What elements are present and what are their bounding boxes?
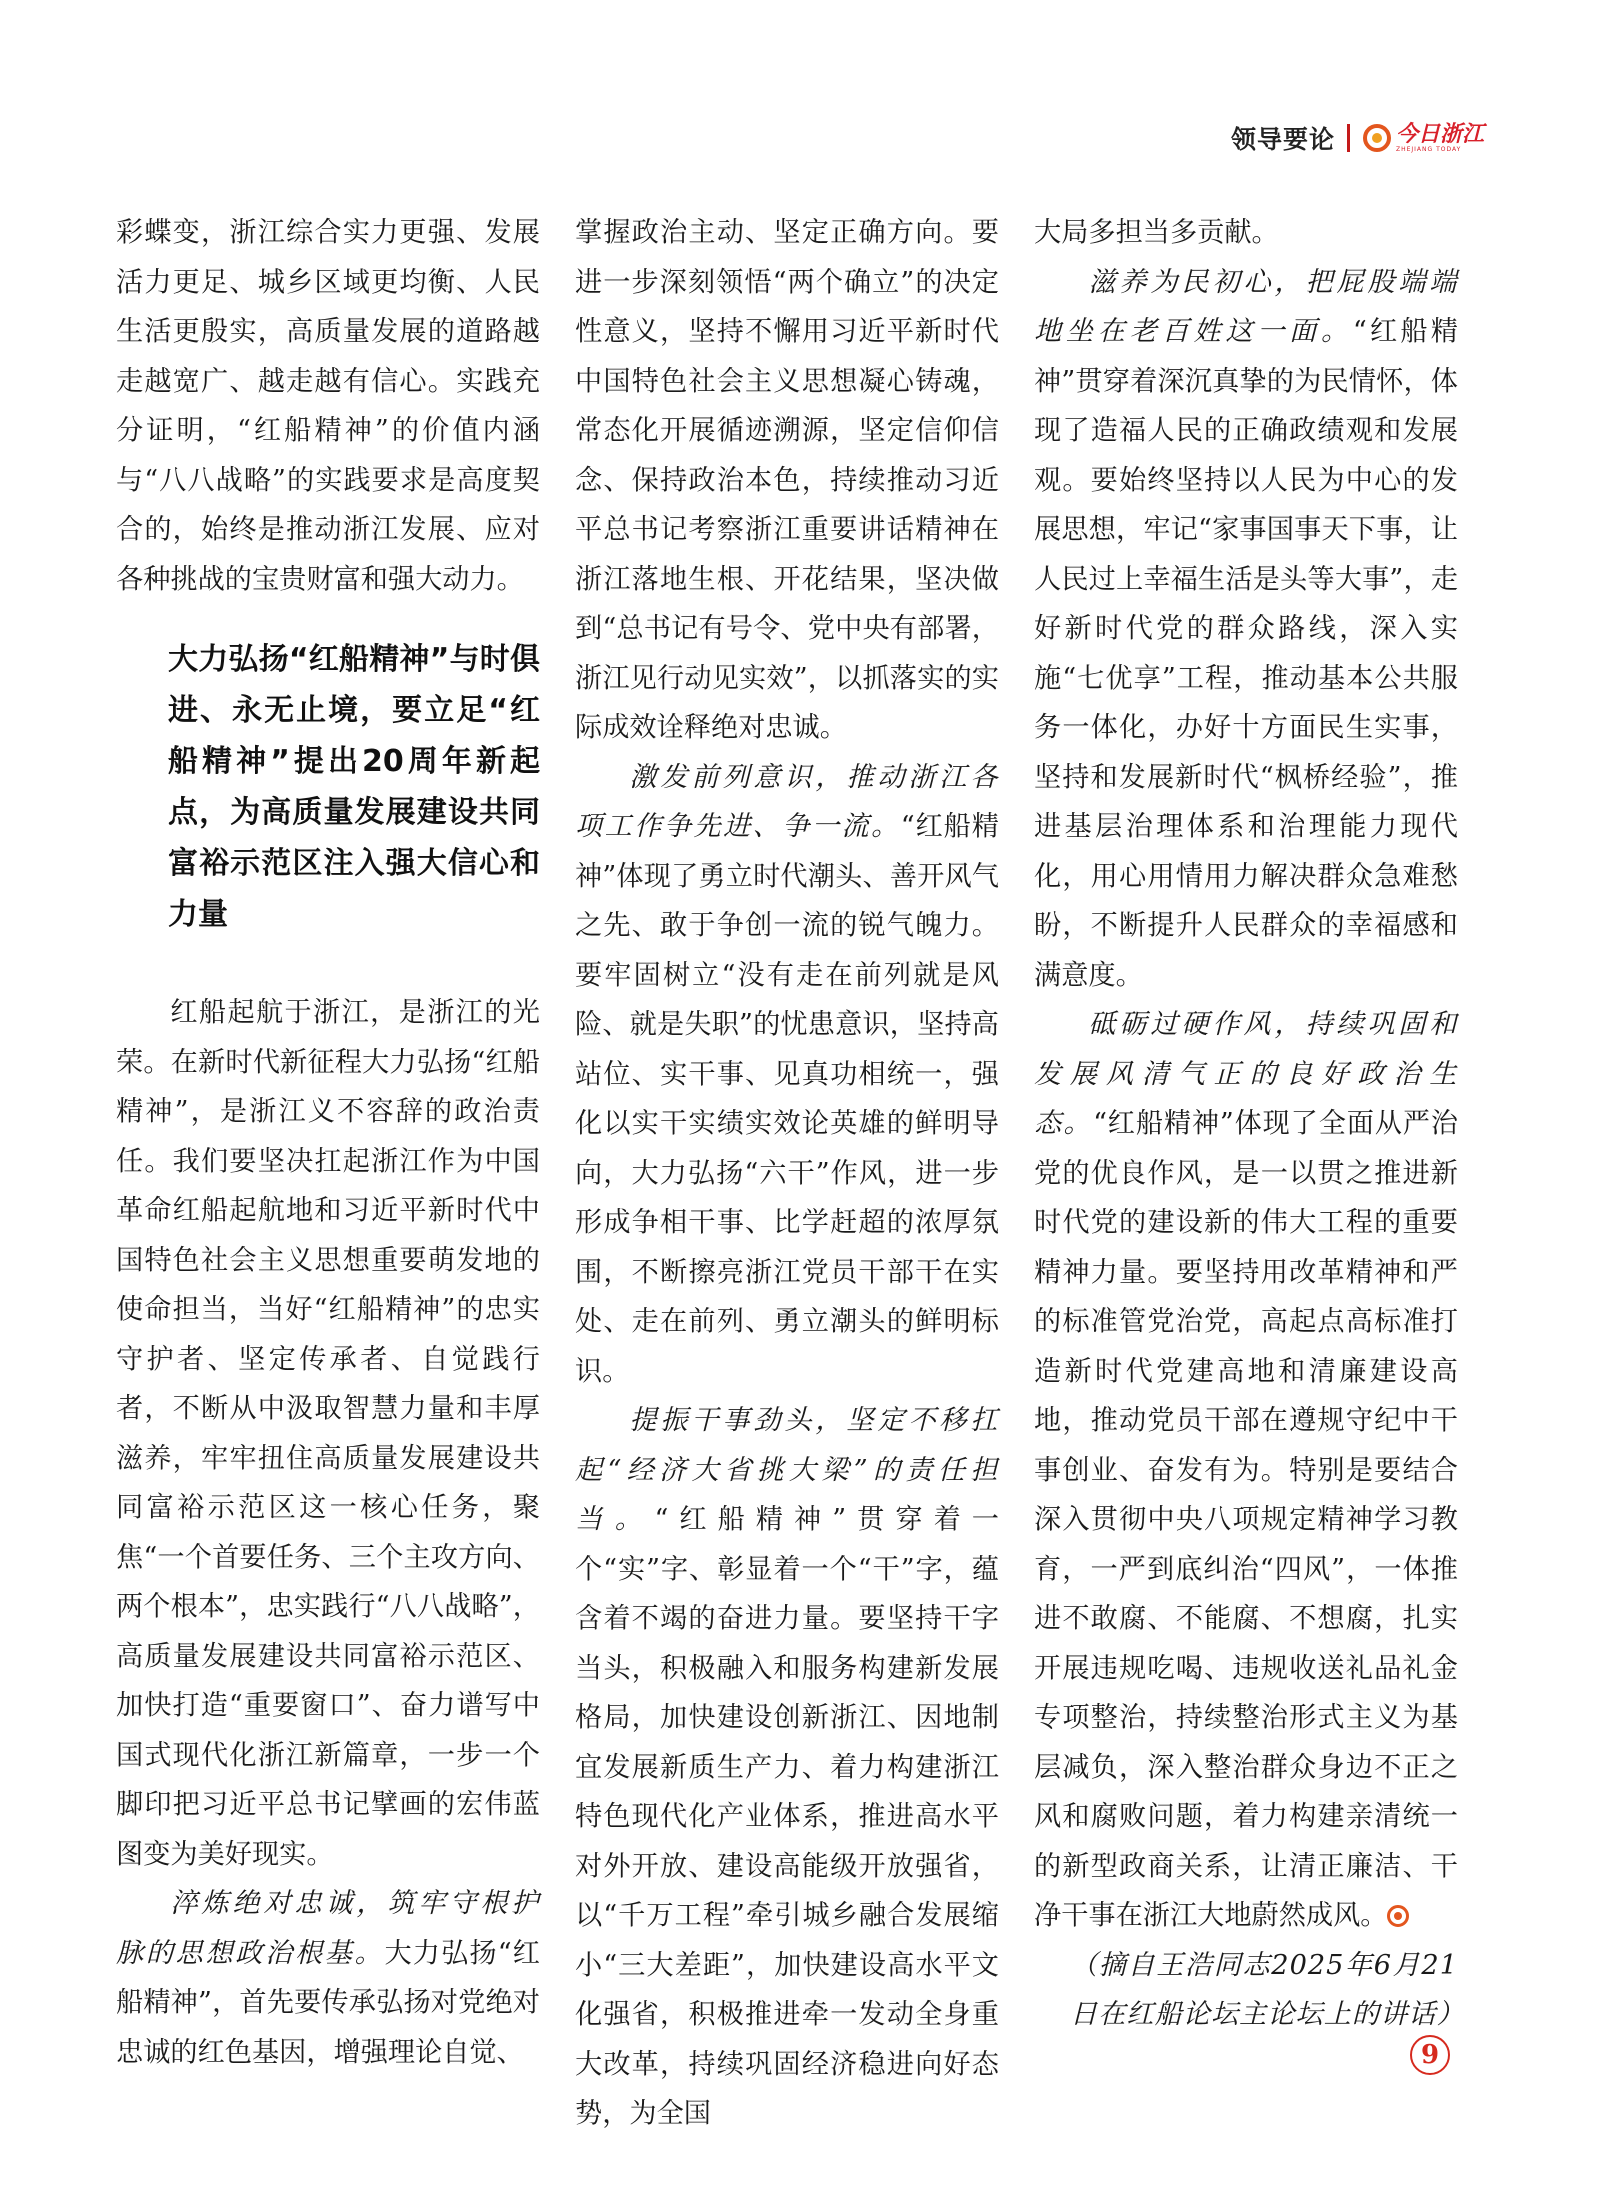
paragraph-body: “红船精神”体现了勇立时代潮头、善开风气之先、敢于争创一流的锐气魄力。要牢固树立“没有走在前列就是风险、就是失职”的忧患意识，坚持高站位、实干事、见真功相统一，强化以实干实绩实效论英雄的鲜明导向，大力弘扬“六干”作风，进一步形成争相干事、比学赶超的浓厚氛围，不断擦亮浙江党员干部干在实处、走在前列、勇立潮头的鲜明标识。 [575,811,999,1387]
paragraph: 大局多担当多贡献。 [1034,217,1279,248]
paragraph-body: “红船精神”贯穿着一个“实”字、彰显着一个“干”字，蕴含着不竭的奋进力量。要坚持干字当头，积极融入和服务构建新发展格局，加快建设创新浙江、因地制宜发展新质生产力、着力构建浙江特色现代化产业体系，推进高水平对外开放、建设高能级开放强省，以“千万工程”牵引城乡融合发展缩小“三大差距”，加快建设高水平文化强省，积极推进牵一发动全身重大改革，持续巩固经济稳进向好态势，为全国 [575,1504,999,2129]
end-mark-icon [1387,1905,1409,1927]
paragraph-body: “红船精神”体现了全面从严治党的优良作风，是一以贯之推进新时代党的建设新的伟大工程的重要精神力量。要坚持用改革精神和严的标准管党治党，高起点高标准打造新时代党建高地和清廉建设高地，推动党员干部在遵规守纪中干事创业、奋发有为。特别是要结合深入贯彻中央八项规定精神学习教育，一严到底纠治“四风”，一体推进不敢腐、不能腐、不想腐，扎实开展违规吃喝、违规收送礼品礼金专项整治，持续整治形式主义为基层减负，深入整治群众身边不正之风和腐败问题，着力构建亲清统一的新型政商关系，让清正廉洁、干净干事在浙江大地蔚然成风。 [1034,1108,1458,1931]
paragraph [1034,258,1458,1001]
paragraph-lead: 淬炼绝对忠诚，筑牢守根护脉的思想政治根基。 [116,1888,540,1969]
column-3 [1034,208,1465,2040]
paragraph: 红船起航于浙江，是浙江的光荣。在新时代新征程大力弘扬“红船精神”，是浙江义不容辞的政治责任。我们要坚决扛起浙江作为中国革命红船起航地和习近平新时代中国特色社会主义思想重要萌发地的使命担当，当好“红船精神”的忠实守护者、坚定传承者、自觉践行者，不断从中汲取智慧力量和丰厚滋养，牢牢扭住高质量发展建设共同富裕示范区这一核心任务，聚焦“一个首要任务、三个主攻方向、两个根本”，忠实践行“八八战略”，高质量发展建设共同富裕示范区、加快打造“重要窗口”、奋力谱写中国式现代化浙江新篇章，一步一个脚印把习近平总书记擘画的宏伟蓝图变为美好现实。 [116,997,540,1870]
section-label: 领导要论 [1230,125,1335,154]
paragraph-lead: 滋养为民初心，把屁股端端地坐在老百姓这一面。 [1034,266,1458,347]
page-number: 9 [1410,2035,1450,2075]
paragraph [575,1396,999,2139]
paragraph: 掌握政治主动、坚定正确方向。要进一步深刻领悟“两个确立”的决定性意义，坚持不懈用习近平新时代中国特色社会主义思想凝心铸魂，常态化开展循迹溯源，坚定信仰信念、保持政治本色，持续推动习近平总书记考察浙江重要讲话精神在浙江落地生根、开花结果，坚决做到“总书记有号令、党中央有部署，浙江见行动见实效”，以抓落实的实际成效诠释绝对忠诚。 [575,217,999,743]
paragraph: 彩蝶变，浙江综合实力更强、发展活力更足、城乡区域更均衡、人民生活更殷实，高质量发展的道路越走越宽广、越走越有信心。实践充分证明，“红船精神”的价值内涵与“八八战略”的实践要求是高度契合的，始终是推动浙江发展、应对各种挑战的宝贵财富和强大动力。 [116,217,540,595]
paragraph [1034,1000,1458,1941]
logo-emblem-icon [1362,123,1392,153]
page-header [1231,118,1484,158]
logo-text: 今日浙江 [1395,121,1484,147]
paragraph-lead: 砥砺过硬作风，持续巩固和发展风清气正的良好政治生态。 [1034,1009,1458,1139]
paragraph-lead: 激发前列意识，推动浙江各项工作争先进、争一流。 [575,761,999,842]
paragraph-lead: 提振干事劲头，坚定不移扛起“经济大省挑大梁”的责任担当。 [575,1405,999,1535]
logo-subtext: ZHEJIANG TODAY [1395,146,1462,153]
paragraph-body: 大力弘扬“红船精神”，首先要传承弘扬对党绝对忠诚的红色基因，增强理论自觉、 [116,1937,540,2068]
source-note: （摘自王浩同志2025年6月21日在红船论坛主论坛上的讲话） [1070,1949,1465,2030]
paragraph-body: “红船精神”贯穿着深沉真挚的为民情怀，体现了造福人民的正确政绩观和发展观。要始终坚持以人民为中心的发展思想，牢记“家事国事天下事，让人民过上幸福生活是头等大事”，走好新时代党的群众路线，深入实施“七优享”工程，推动基本公共服务一体化，办好十方面民生实事，坚持和发展新时代“枫桥经验”，推进基层治理体系和治理能力现代化，用心用情用力解决群众急难愁盼，不断提升人民群众的幸福感和满意度。 [1034,316,1458,991]
column-1 [116,208,540,2077]
column-2 [575,208,999,2139]
paragraph [575,753,999,1397]
section-heading: 大力弘扬“红船精神”与时俱进、永无止境，要立足“红船精神”提出20周年新起点，为高质量发展建设共同富裕示范区注入强大信心和力量 [168,642,540,932]
paragraph [116,1879,540,2077]
magazine-logo [1362,123,1484,153]
header-divider [1347,124,1350,152]
